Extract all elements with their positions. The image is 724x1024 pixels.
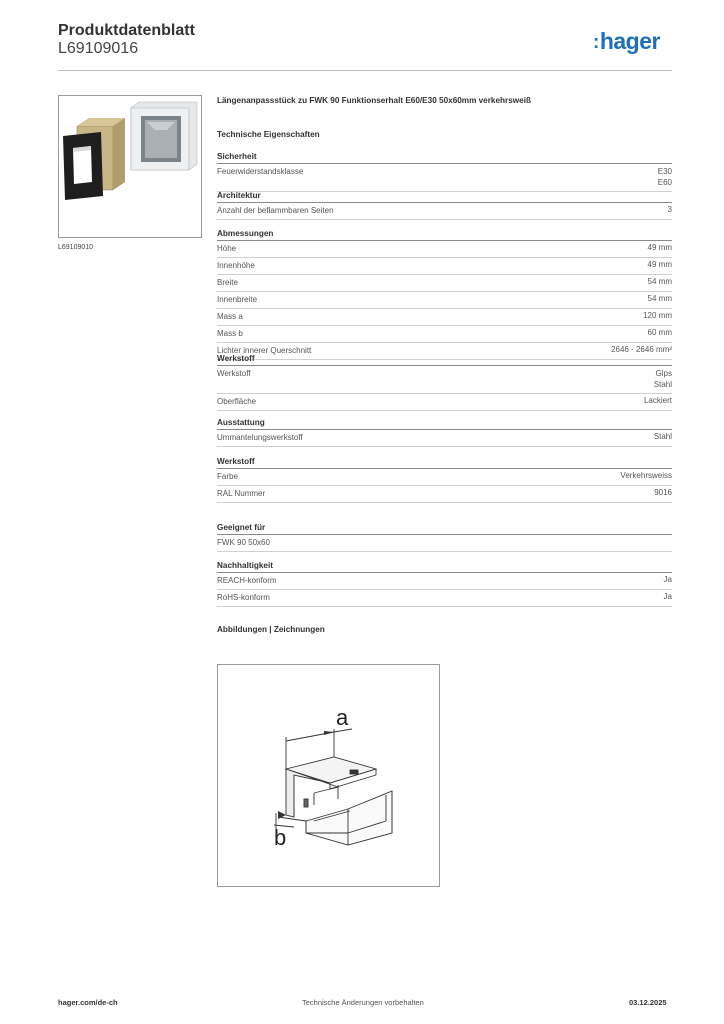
section-werkstoff-farbe (217, 457, 672, 523)
hager-logo[interactable] (593, 28, 660, 55)
row-value-line: Stahl (653, 380, 672, 389)
product-description: Längenanpassstück zu FWK 90 Funktionserhalt E60/E30 50x60mm verkehrsweiß (217, 96, 531, 105)
table-row (217, 258, 672, 275)
page-title: Produktdatenblatt (58, 22, 195, 39)
table-row (217, 535, 672, 552)
row-value-line: Gips (655, 369, 672, 378)
footer-date: 03.12.2025 (629, 998, 667, 1007)
logo-prefix: : (593, 32, 599, 53)
section-geeignet (217, 523, 672, 561)
section-nachhaltigkeit (217, 561, 672, 625)
footer-website-link[interactable]: hager.com/de-ch (58, 998, 118, 1007)
photo-caption: L69109010 (58, 244, 94, 251)
table-row (217, 309, 672, 326)
section-title: Werkstoff (217, 354, 672, 366)
row-label: Innenhöhe (217, 261, 255, 270)
row-value: Lackiert (643, 396, 672, 405)
article-number: L69109016 (58, 40, 139, 57)
row-value: 54 mm (647, 277, 672, 286)
row-label: FWK 90 50x60 (217, 538, 270, 547)
figures-heading: Abbildungen | Zeichnungen (217, 625, 325, 634)
section-title: Werkstoff (217, 457, 672, 469)
row-value (658, 166, 672, 188)
row-value: 54 mm (647, 294, 672, 303)
tech-properties-heading: Technische Eigenschaften (217, 130, 320, 139)
row-value: Ja (663, 592, 672, 601)
section-sicherheit (217, 152, 672, 191)
table-row (217, 430, 672, 447)
section-title: Geeignet für (217, 523, 672, 535)
table-row (217, 469, 672, 486)
row-value: 49 mm (647, 243, 672, 252)
section-ausstattung (217, 418, 672, 457)
row-label: Oberfläche (217, 397, 257, 406)
row-label: Feuerwiderstandsklasse (217, 167, 304, 176)
row-value-line: E30 (657, 167, 672, 176)
product-photo (58, 95, 202, 238)
row-value (654, 368, 672, 390)
row-label: Werkstoff (217, 369, 251, 378)
dimension-drawing (218, 665, 439, 886)
product-photo-image (59, 96, 201, 237)
row-label: Höhe (217, 244, 237, 253)
section-title: Abmessungen (217, 229, 672, 241)
row-label: Lichter innerer Querschnitt (217, 346, 312, 355)
row-label: RoHS-konform (217, 593, 270, 602)
row-value: Verkehrsweiss (620, 471, 672, 480)
row-label: Breite (217, 278, 238, 287)
row-value: 9016 (654, 488, 672, 497)
row-value: 120 mm (643, 311, 672, 320)
dimension-b-label: b (274, 825, 287, 850)
header-divider (58, 70, 672, 71)
table-row (217, 326, 672, 343)
row-label: Innenbreite (217, 295, 258, 304)
row-label: Anzahl der beflammbaren Seiten (217, 206, 334, 215)
dimension-a-label: a (336, 705, 349, 730)
dimension-a-arrow (324, 731, 334, 735)
section-werkstoff (217, 354, 672, 418)
table-row (217, 164, 672, 192)
row-value-line: E60 (657, 178, 672, 187)
row-label: REACH-konform (217, 576, 277, 585)
table-row (217, 573, 672, 590)
row-label: Farbe (217, 472, 238, 481)
row-value: 3 (667, 205, 672, 214)
footer-notice: Technische Änderungen vorbehalten (302, 998, 424, 1007)
row-label: Mass b (217, 329, 243, 338)
section-title: Ausstattung (217, 418, 672, 430)
row-label: RAL Nummer (217, 489, 266, 498)
spec-content (217, 96, 672, 634)
table-row (217, 241, 672, 258)
table-row (217, 590, 672, 607)
row-value: 49 mm (647, 260, 672, 269)
row-label: Mass a (217, 312, 243, 321)
section-title: Nachhaltigkeit (217, 561, 672, 573)
section-title: Sicherheit (217, 152, 672, 164)
section-title: Architektur (217, 191, 672, 203)
row-value: Stahl (653, 432, 672, 441)
row-value: 60 mm (647, 328, 672, 337)
table-row (217, 292, 672, 309)
logo-text: hager (599, 28, 660, 54)
row-value: Ja (663, 575, 672, 584)
section-architektur (217, 191, 672, 229)
table-row (217, 366, 672, 394)
table-row (217, 394, 672, 411)
technical-drawing (217, 664, 440, 887)
table-row (217, 203, 672, 220)
table-row (217, 275, 672, 292)
row-label: Ummantelungswerkstoff (217, 433, 303, 442)
section-abmessungen (217, 229, 672, 354)
row-value: 2646 - 2646 mm² (611, 345, 672, 354)
table-row (217, 486, 672, 503)
